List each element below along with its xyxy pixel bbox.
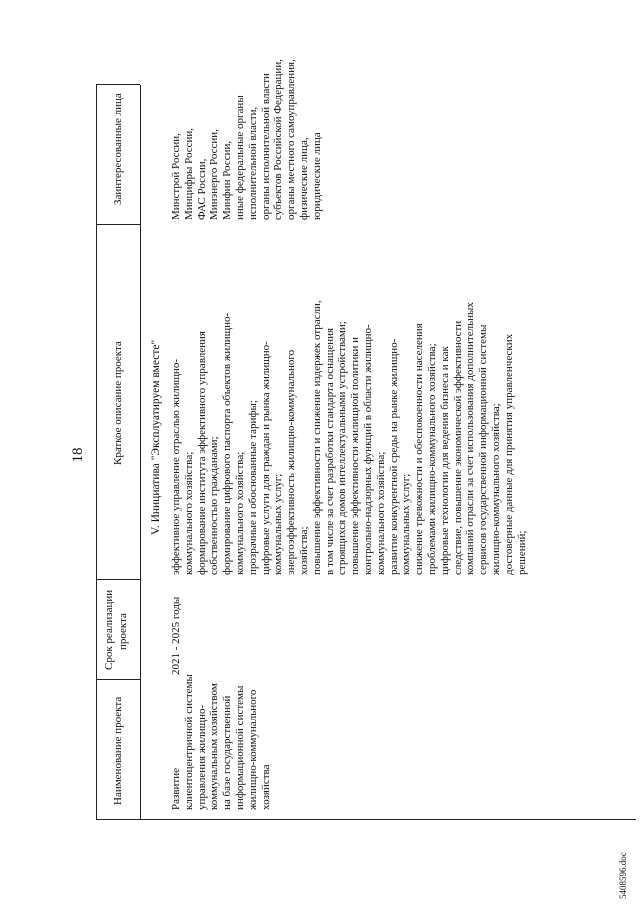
- description-line: жилищно-коммунального хозяйства;: [489, 403, 502, 575]
- stakeholder-line: органы исполнительной власти: [259, 73, 272, 220]
- description-line: формирование цифрового паспорта объектов жилищно-: [221, 312, 234, 575]
- project-name-line: клиентоцентричной системы: [182, 674, 195, 810]
- stakeholder-line: субъектов Российской Федерации,: [272, 59, 285, 220]
- project-name-line: информационной системы: [233, 685, 246, 810]
- description-line: достоверные данные для принятия управленческих: [502, 333, 515, 575]
- grid-line: [96, 579, 140, 580]
- project-name-line: на базе государственной: [221, 695, 234, 810]
- grid-line: [96, 224, 140, 225]
- description-line: сервисов государственной информационной системы: [477, 324, 490, 575]
- project-name-line: коммунальным хозяйством: [208, 683, 221, 810]
- stakeholder-line: ФАС России,: [195, 158, 208, 220]
- stakeholder-line: иные федеральные органы: [233, 95, 246, 220]
- description-line: развитие конкурентной среды на рынке жилищно-: [387, 338, 400, 575]
- row-term: 2021 - 2025 годы: [170, 596, 182, 675]
- description-line: решений;: [515, 530, 528, 575]
- project-name-line: управления жилищно-: [195, 704, 208, 810]
- stakeholder-line: Минстрой России,: [170, 133, 182, 220]
- header-term-label-2: проекта: [117, 613, 129, 650]
- description-line: контрольно-надзорных функций в области жилищно-: [361, 324, 374, 575]
- header-term-label-1: Срок реализации: [103, 589, 115, 670]
- grid-line: [96, 85, 97, 820]
- grid-line: [96, 84, 140, 85]
- description-line: цифровые услуги для граждан и рынка жилищно-: [259, 341, 272, 575]
- stakeholder-line: Минэнерго России,: [208, 129, 221, 220]
- grid-line: [140, 85, 141, 820]
- stakeholder-line: юридические лица: [310, 132, 323, 220]
- header-stakeholders-label: Заинтересованные лица: [112, 93, 124, 205]
- description-line: следствие, повышение экономической эффективности: [451, 320, 464, 575]
- grid-line: [96, 679, 140, 680]
- description-line: энергоэффективность жилищно-коммунального: [285, 349, 298, 575]
- project-name-line: хозяйства: [259, 764, 272, 810]
- description-line: компаний отрасли за счет использования дополнительных: [464, 302, 477, 575]
- description-line: коммунального хозяйства;: [182, 451, 195, 575]
- stakeholder-line: исполнительной власти,: [246, 106, 259, 220]
- section-title-text: V. Инициатива "Эксплуатируем вместе": [150, 339, 162, 535]
- description-line: повышение эффективности жилищной политики и: [349, 336, 362, 575]
- stakeholder-line: физические лица,: [297, 137, 310, 220]
- description-line: повышение эффективности и снижение издержек отрасли,: [310, 300, 323, 575]
- stakeholder-line: органы местного самоуправления,: [285, 59, 298, 220]
- description-line: коммунального хозяйства;: [233, 451, 246, 575]
- description-line: коммунальных услуг;: [400, 473, 413, 575]
- page-number: 18: [70, 447, 86, 463]
- description-line: цифровые технологии для ведения бизнеса и как: [438, 346, 451, 575]
- description-line: проблемами жилищно-коммунального хозяйства;: [425, 343, 438, 575]
- description-line: строящихся домов интеллектуальными устройствами;: [336, 321, 349, 575]
- description-line: эффективное управление отраслью жилищно-: [170, 359, 182, 575]
- project-name-line: жилищно-коммунального: [246, 689, 259, 810]
- header-description-label: Краткое описание проекта: [112, 341, 124, 465]
- document-id: 5408596.doc: [618, 852, 628, 899]
- header-project-name-label: Наименование проекта: [112, 696, 124, 805]
- description-line: в том числе за счет разработки стандарта оснащения: [323, 327, 336, 575]
- description-line: коммунального хозяйства;: [374, 451, 387, 575]
- description-line: формирование института эффективного управления: [195, 331, 208, 575]
- stakeholder-line: Минфин России,: [221, 140, 234, 220]
- description-line: собственностью гражданами;: [208, 436, 221, 575]
- description-line: прозрачные и обоснованные тарифы;: [246, 400, 259, 575]
- description-line: коммунальных услуг;: [272, 473, 285, 575]
- grid-line: [96, 819, 636, 820]
- project-name-line: Развитие: [170, 767, 182, 810]
- description-line: хозяйства;: [297, 526, 310, 575]
- description-line: снижение тревожности и обеспокоенности населения: [413, 323, 426, 575]
- stakeholder-line: Минцифры России,: [182, 127, 195, 220]
